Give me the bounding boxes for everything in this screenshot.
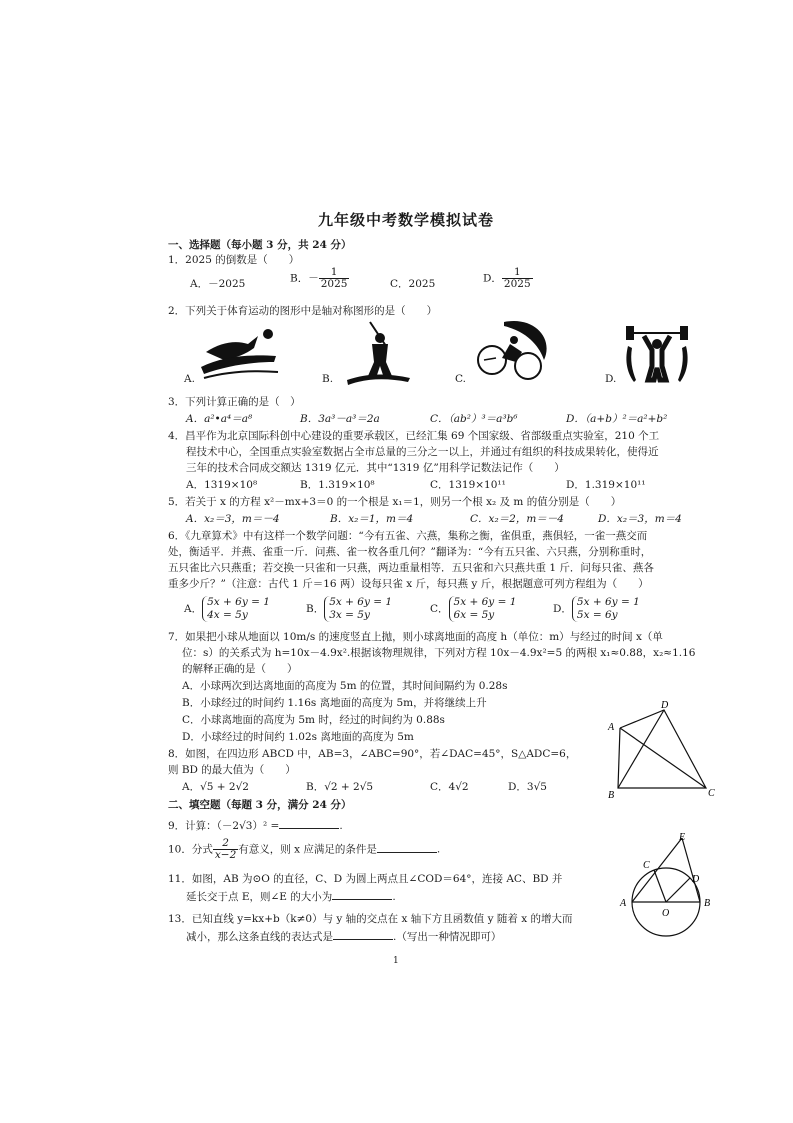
question-6-option-a: A． 5x + 6y = 1 4x = 5y	[184, 596, 270, 622]
question-5-option-b: B．x₂＝1，m＝4	[330, 513, 414, 525]
circle-diameter-ab-figure	[616, 830, 716, 935]
question-9: 9．计算：（－2√3）² = .	[168, 820, 343, 832]
point-label-c: C	[643, 860, 650, 871]
question-6-line-1: 6．《九章算术》中有这样一个数学问题：“今有五雀、六燕，集称之衡，雀俱重，燕俱轻，一雀一燕交而	[168, 530, 648, 542]
question-7-option-c: C．小球离地面的高度为 5m 时，经过的时间约为 0.88s	[182, 714, 445, 726]
question-2-option-d: D.	[605, 373, 617, 385]
question-6-line-4: 重多少斤？”（注意：古代 1 斤＝16 两）设每只雀 x 斤，每只燕 y 斤，根据题意可列方程组为（ ）	[168, 578, 649, 590]
question-8-line-2: 则 BD 的最大值为（ ）	[168, 764, 296, 776]
question-7-option-b: B．小球经过的时间约 1.16s 离地面的高度为 5m，并将继续上升	[182, 697, 487, 709]
question-2-option-a: A.	[184, 373, 195, 385]
question-13-answer-blank[interactable]	[333, 929, 393, 940]
question-1-option-b: B．－ $\frac{1}{2025}$	[290, 266, 348, 291]
point-label-b: B	[608, 790, 615, 801]
question-13-line-2: 减小，那么这条直线的表达式是 .（写出一种情况即可）	[186, 931, 502, 943]
golfer-figure	[342, 318, 412, 388]
question-3-option-d: D．（a+b）²＝a²+b²	[566, 413, 668, 425]
question-1-option-d: D． $\frac{1}{2025}$	[483, 266, 531, 291]
point-label-d: D	[692, 874, 700, 885]
section-heading-fill-blank: 二、填空题（每题 3 分，满分 24 分）	[168, 799, 352, 811]
question-3-option-a: A．a²•a⁴＝a⁸	[186, 413, 253, 425]
point-label-b: B	[704, 898, 711, 909]
question-3-option-c: C．（ab²）³＝a³b⁶	[430, 413, 518, 425]
point-label-e: E	[679, 832, 686, 843]
question-2-stem: 2．下列关于体育运动的图形中是轴对称图形的是（ ）	[168, 305, 438, 317]
volleyball-player-figure	[196, 322, 286, 384]
question-8-option-a: A．√5 + 2√2	[182, 781, 249, 793]
question-3-stem: 3．下列计算正确的是（ ）	[168, 396, 301, 408]
quadrilateral-abcd-figure	[608, 700, 718, 800]
question-8-line-1: 8．如图，在四边形 ABCD 中，AB=3，∠ABC=90°，若∠DAC=45°，S△ADC=6，	[168, 748, 577, 760]
question-5-option-c: C．x₂＝2，m＝－4	[470, 513, 564, 525]
question-2-option-b: B.	[322, 373, 334, 385]
page-title: 九年级中考数学模拟试卷	[318, 211, 495, 229]
point-label-c: C	[708, 788, 715, 799]
question-8-option-c: C．4√2	[430, 781, 469, 793]
point-label-d: D	[661, 700, 669, 711]
question-1-stem: 1．2025 的倒数是（ ）	[168, 254, 300, 266]
cyclist-figure	[474, 318, 554, 386]
question-6-option-c: C． 5x + 6y = 1 6x = 5y	[430, 596, 517, 622]
question-4-option-c: C．1319×10¹¹	[430, 479, 506, 491]
question-5-option-a: A．x₂＝3，m＝－4	[186, 513, 280, 525]
question-10: 10．分式 $\frac{2}{x-2}$ 有意义，则 x 应满足的条件是 .	[168, 837, 441, 862]
question-7-line-2: 位：s）的关系式为 h=10x－4.9x².根据该物理规律，下列对方程 10x－4.9x²=5 的两根 x₁≈0.88，x₂≈1.16	[182, 647, 696, 659]
page-number: 1	[393, 956, 399, 966]
question-4-option-d: D．1.319×10¹¹	[566, 479, 646, 491]
point-label-a: A	[620, 898, 627, 909]
question-2-option-c: C.	[455, 373, 466, 385]
question-6-option-b: B． 5x + 6y = 1 3x = 5y	[306, 596, 393, 622]
question-5-option-d: D．x₂＝3，m＝4	[598, 513, 682, 525]
question-1-option-a: A．－2025	[190, 278, 246, 290]
question-5-stem: 5．若关于 x 的方程 x²－mx+3＝0 的一个根是 x₁＝1，则另一个根 x₂ 及 m 的值分别是（ ）	[168, 496, 622, 508]
question-7-option-a: A．小球两次到达离地面的高度为 5m 的位置，其时间间隔约为 0.28s	[182, 680, 508, 692]
question-11-line-2: 延长交于点 E，则∠E 的大小为 .	[186, 891, 396, 903]
question-4-option-a: A．1319×10⁸	[186, 479, 258, 491]
question-6-option-d: D． 5x + 6y = 1 5x = 6y	[553, 596, 640, 622]
question-4-line-1: 4．昌平作为北京国际科创中心建设的重要承载区，已经汇集 69 个国家级、省部级重点实验室，210 个工	[168, 430, 660, 442]
question-7-line-3: 的解释正确的是（ ）	[182, 663, 298, 675]
question-10-answer-blank[interactable]	[377, 842, 437, 853]
weightlifter-figure	[622, 322, 692, 386]
question-8-option-d: D．3√5	[508, 781, 547, 793]
question-13-line-1: 13．已知直线 y=kx+b（k≠0）与 y 轴的交点在 x 轴下方且函数值 y 随着 x 的增大而	[168, 913, 573, 925]
question-3-option-b: B．3a³－a³＝2a	[300, 413, 380, 425]
question-11-answer-blank[interactable]	[332, 889, 392, 900]
question-7-line-1: 7．如果把小球从地面以 10m/s 的速度竖直上抛，则小球离地面的高度 h（单位：m）与经过的时间 x（单	[168, 631, 663, 643]
question-4-line-3: 三年的技术合同成交额达 1319 亿元．其中“1319 亿”用科学记数法记作（ ）	[186, 462, 565, 474]
question-6-line-2: 处，衡适平．并燕、雀重一斤．问燕、雀一枚各重几何？”翻译为：“今有五只雀、六只燕，分别称重时，	[168, 546, 652, 558]
question-4-line-2: 程技术中心，全国重点实验室数据占全市总量的三分之一以上，并通过有组织的科技成果转化，使得近	[186, 446, 659, 458]
question-11-line-1: 11．如图，AB 为⊙O 的直径，C、D 为圆上两点且∠COD＝64°，连接 AC、BD 并	[168, 873, 563, 885]
question-4-option-b: B．1.319×10⁸	[300, 479, 375, 491]
point-label-o: O	[662, 908, 670, 919]
section-heading-choice: 一、选择题（每小题 3 分，共 24 分）	[168, 239, 352, 251]
question-9-answer-blank[interactable]	[279, 818, 339, 829]
question-8-option-b: B．√2 + 2√5	[306, 781, 374, 793]
question-1-option-c: C．2025	[390, 278, 436, 290]
question-6-line-3: 五只雀比六只燕重；若交换一只雀和一只燕，两边重量相等．五只雀和六只燕共重 1 斤．问每只雀、燕各	[168, 562, 654, 574]
question-7-option-d: D．小球经过的时间约 1.02s 离地面的高度为 5m	[182, 731, 414, 743]
point-label-a: A	[608, 722, 615, 733]
